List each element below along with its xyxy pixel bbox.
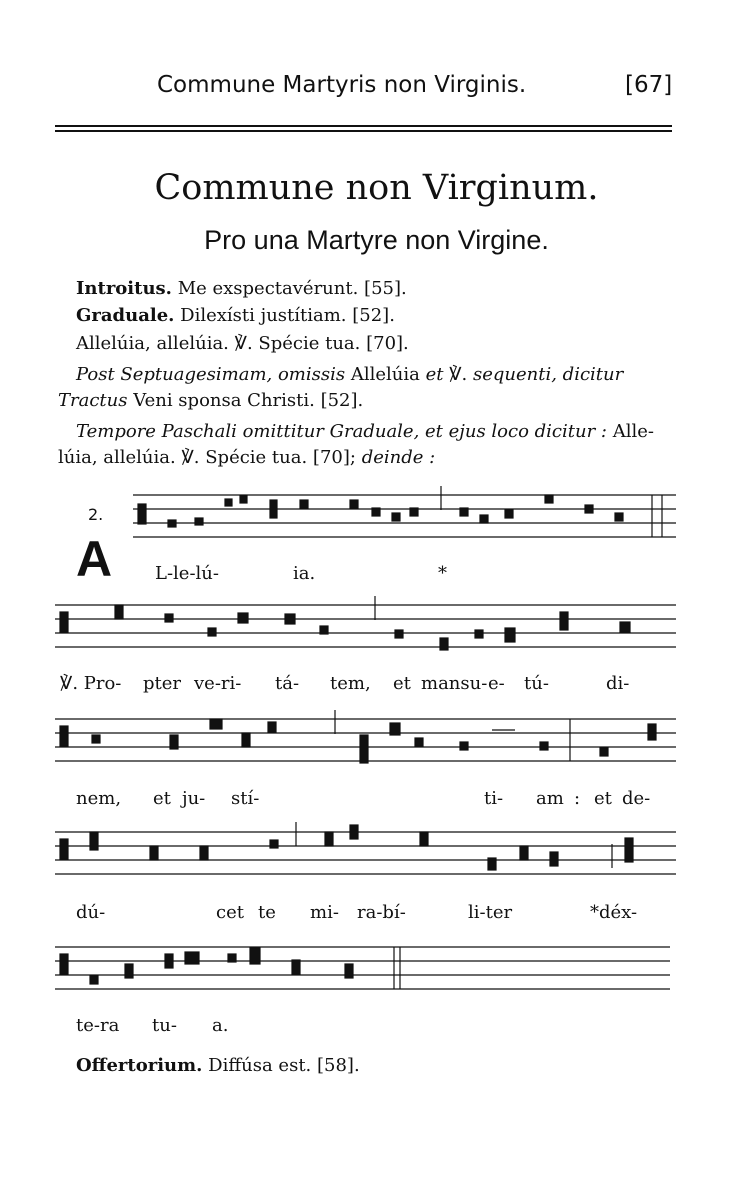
syllable: e- [488, 673, 505, 694]
offertorium-text: Diffúsa est. [58]. [208, 1055, 360, 1076]
main-title: Commune non Virginum. [154, 168, 599, 208]
chant-mode: 2. [88, 505, 104, 524]
syllable: mansu- [421, 673, 488, 694]
syllable: ve-ri- [194, 673, 242, 694]
syllable: cet [216, 902, 244, 923]
syllable: L-le-lú- [155, 563, 219, 584]
graduale-label: Graduale. [76, 305, 175, 326]
syllable: : [574, 788, 581, 809]
syllable: ℣. Pro- [60, 673, 122, 694]
syllable: te-ra [76, 1015, 120, 1036]
syllable: de- [622, 788, 651, 809]
graduale-text: Dilexísti justítiam. [52]. [180, 305, 395, 326]
initial-letter: A [76, 531, 113, 587]
syllable: a. [212, 1015, 229, 1036]
syllable: et [393, 673, 411, 694]
running-head-title: Commune Martyris non Virginis. [157, 72, 527, 98]
post-septuagesimam-line1: Post Septuagesimam, omissis Allelúia et ℣. sequenti, dicitur [76, 364, 624, 385]
syllable: dú- [76, 902, 106, 923]
syllable: ia. [293, 563, 316, 584]
tempore-paschali-line1: Tempore Paschali omittitur Graduale, et ejus loco dicitur : Alle- [76, 421, 654, 442]
alleluia-line: Allelúia, allelúia. ℣. Spécie tua. [70]. [76, 333, 409, 354]
syllable: *déx- [590, 902, 638, 923]
syllable: ra-bí- [357, 902, 406, 923]
offertorium-label: Offertorium. [76, 1055, 203, 1076]
subtitle: Pro una Martyre non Virgine. [204, 225, 549, 255]
syllable: tú- [524, 673, 549, 694]
page-number: [67] [625, 72, 673, 98]
syllable: am [536, 788, 564, 809]
tempore-paschali-line2: lúia, allelúia. ℣. Spécie tua. [70]; deinde : [58, 447, 436, 468]
syllable: et [153, 788, 171, 809]
introitus-text: Me exspectavérunt. [55]. [177, 278, 407, 299]
syllable: tá- [275, 673, 300, 694]
introitus-label: Introitus. [76, 278, 172, 299]
syllable: nem, [76, 788, 122, 809]
asterisk: * [438, 563, 447, 584]
post-septuagesimam-line2: Tractus Veni sponsa Christi. [52]. [58, 390, 364, 411]
syllable: et [594, 788, 612, 809]
syllable: li-ter [468, 902, 513, 923]
offertorium-line [76, 1055, 360, 1076]
syllable: ju- [182, 788, 206, 809]
syllable: stí- [231, 788, 260, 809]
syllable: tu- [152, 1015, 177, 1036]
syllable: mi- [310, 902, 339, 923]
syllable: pter [143, 673, 182, 694]
syllable: te [258, 902, 276, 923]
syllable: ti- [484, 788, 504, 809]
syllable: tem, [330, 673, 371, 694]
syllable: di- [606, 673, 630, 694]
